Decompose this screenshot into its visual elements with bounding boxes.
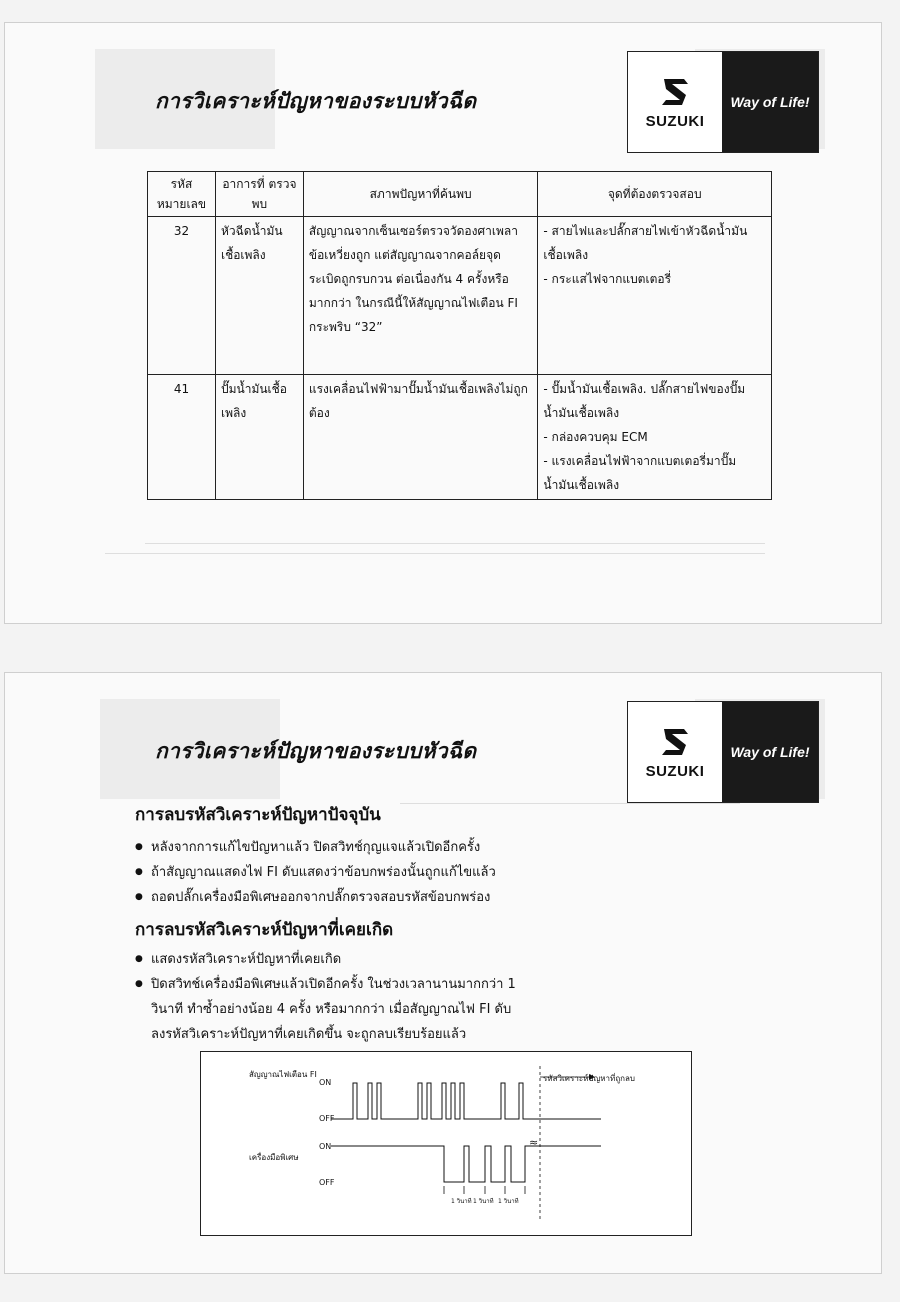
list-item-continuation: ลงรหัสวิเคราะห์ปัญหาที่เคยเกิดขึ้น จะถูกลบเรียบร้อยแล้ว — [151, 1027, 467, 1042]
slide-1 — [4, 22, 882, 624]
fi-on-label: ON — [319, 1078, 332, 1087]
dimension-marks — [444, 1186, 525, 1194]
section-heading-current: การลบรหัสวิเคราะห์ปัญหาปัจจุบัน — [135, 805, 381, 825]
suzuki-logo — [627, 701, 819, 803]
fi-signal-label: สัญญาณไฟเตือน FI — [249, 1070, 317, 1079]
suzuki-logo — [627, 51, 819, 153]
page-title: การวิเคราะห์ปัญหาของระบบหัวฉีด — [155, 739, 477, 763]
table-header-row — [148, 172, 772, 217]
brand-name: SUZUKI — [645, 112, 705, 130]
column-header-symptom: อาการที่ ตรวจพบ — [215, 172, 303, 217]
tool-label: เครื่องมือพิเศษ — [249, 1153, 299, 1162]
timing-diagram — [200, 1051, 692, 1236]
brand-tagline: Way of Life! — [722, 702, 818, 802]
condition-cell: สัญญาณจากเซ็นเซอร์ตรวจวัดองศาเพลาข้อเหวี่ยงถูก แต่สัญญาณจากคอล์ยจุดระเบิดถูกรบกวน ต่อเนื่องกัน 4 ครั้งหรือมากกว่า ในกรณีนี้ให้สัญญาณไฟเตือน FI กระพริบ “32” — [303, 217, 538, 375]
symptom-cell: หัวฉีดน้ำมันเชื้อเพลิง — [215, 217, 303, 375]
column-header-code: รหัส หมายเลข — [148, 172, 216, 217]
code-cell: 41 — [148, 375, 216, 500]
check-item: - แรงเคลื่อนไฟฟ้าจากแบตเตอรี่มาปั๊มน้ำมันเชื้อเพลิง — [543, 454, 737, 492]
section-heading-past: การลบรหัสวิเคราะห์ปัญหาที่เคยเกิด — [135, 920, 394, 940]
ghost-line — [105, 553, 765, 554]
suzuki-s-icon — [658, 75, 692, 109]
list-item-continuation: วินาที ทำซ้ำอย่างน้อย 4 ครั้ง หรือมากกว่า เมื่อสัญญาณไฟ FI ดับ — [151, 1002, 512, 1017]
table-row — [148, 375, 772, 500]
check-cell — [538, 217, 772, 375]
check-item: - สายไฟและปลั๊กสายไฟเข้าหัวฉีดน้ำมันเชื้อเพลิง — [543, 224, 748, 262]
condition-cell: แรงเคลื่อนไฟฟ้ามาปั๊มน้ำมันเชื้อเพลิงไม่ถูกต้อง — [303, 375, 538, 500]
code-cell: 32 — [148, 217, 216, 375]
tool-off-label: OFF — [319, 1178, 335, 1187]
table-row — [148, 217, 772, 375]
diagnostic-code-table — [147, 171, 772, 500]
symptom-cell: ปั๊มน้ำมันเชื้อเพลิง — [215, 375, 303, 500]
list-item: ● ปิดสวิทช์เครื่องมือพิเศษแล้วเปิดอีกครั้ง ในช่วงเวลานานมากกว่า 1 — [135, 972, 516, 997]
break-mark: ≈ — [529, 1136, 539, 1149]
check-item: - กระแสไฟจากแบตเตอรี่ — [543, 272, 672, 286]
fi-off-label: OFF — [319, 1114, 335, 1123]
list-item: ● หลังจากการแก้ไขปัญหาแล้ว ปิดสวิทช์กุญแจแล้วเปิดอีกครั้ง — [135, 835, 496, 860]
tool-signal-waveform — [331, 1146, 601, 1182]
brand-name: SUZUKI — [645, 762, 705, 780]
brand-tagline: Way of Life! — [722, 52, 818, 152]
bullet-list-past — [135, 947, 516, 1047]
column-header-condition: สภาพปัญหาที่ค้นพบ — [303, 172, 538, 217]
fi-signal-waveform — [331, 1083, 601, 1119]
tool-on-label: ON — [319, 1142, 332, 1151]
ghost-line — [400, 803, 740, 804]
check-cell — [538, 375, 772, 500]
column-header-check: จุดที่ต้องตรวจสอบ — [538, 172, 772, 217]
check-item: - ปั๊มน้ำมันเชื้อเพลิง. ปลั๊กสายไฟของปั๊มน้ำมันเชื้อเพลิง — [543, 382, 746, 420]
list-item: ● ถ้าสัญญาณแสดงไฟ FI ดับแสดงว่าข้อบกพร่องนั้นถูกแก้ไขแล้ว — [135, 860, 496, 885]
page-title: การวิเคราะห์ปัญหาของระบบหัวฉีด — [155, 89, 477, 113]
suzuki-s-icon — [658, 725, 692, 759]
check-item: - กล่องควบคุม ECM — [543, 430, 648, 444]
second-label: 1 วินาที — [451, 1198, 472, 1205]
erased-code-label: รหัสวิเคราะห์ปัญหาที่ถูกลบ — [543, 1074, 635, 1083]
slide-2 — [4, 672, 882, 1274]
ghost-line — [145, 543, 765, 544]
second-label: 1 วินาที — [498, 1198, 519, 1205]
list-item: ● ถอดปลั๊กเครื่องมือพิเศษออกจากปลั๊กตรวจสอบรหัสข้อบกพร่อง — [135, 885, 496, 910]
bullet-list-current — [135, 835, 496, 910]
list-item: ● แสดงรหัสวิเคราะห์ปัญหาที่เคยเกิด — [135, 947, 516, 972]
second-label: 1 วินาที — [473, 1198, 494, 1205]
